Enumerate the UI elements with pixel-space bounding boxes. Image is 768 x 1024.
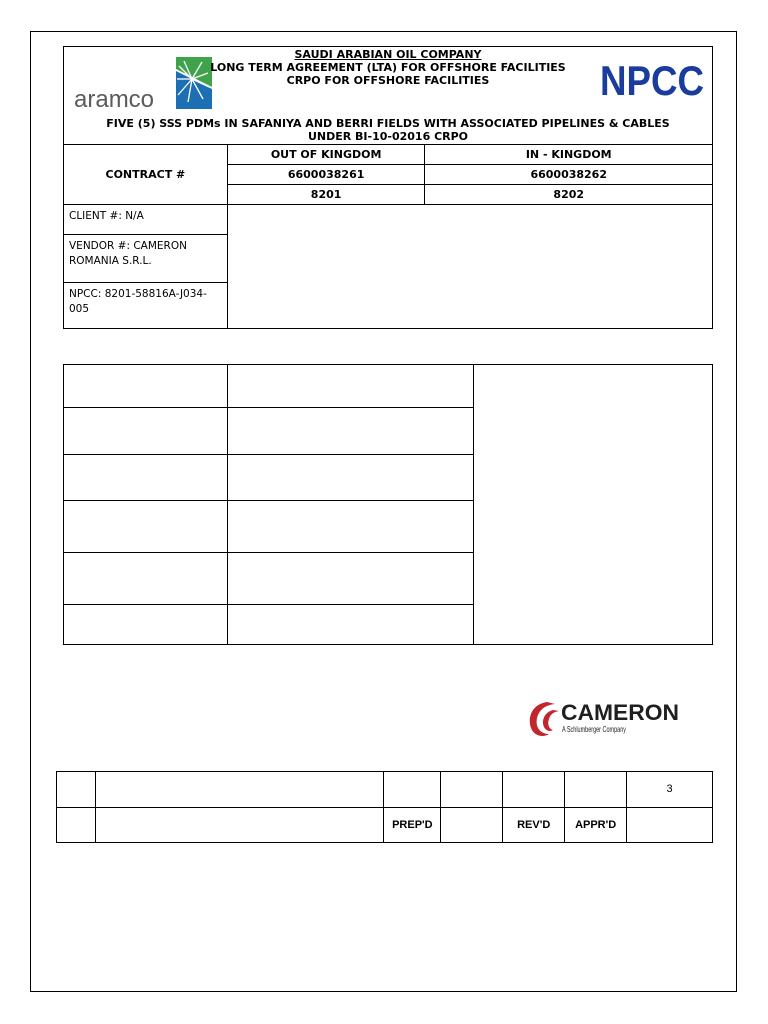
info-side-cell [474,365,713,645]
npcc-wordmark: NPCC [600,57,704,104]
agreement-title: LONG TERM AGREEMENT (LTA) FOR OFFSHORE FACILITIES [210,61,566,74]
contract-label: CONTRACT # [64,145,228,205]
title-block [64,47,713,145]
rev-cell [441,808,503,843]
approved-label: APPR'D [565,808,627,843]
rev-cell [565,772,627,808]
info-label-cell [64,605,228,645]
project-title: FIVE (5) SSS PDMs IN SAFANIYA AND BERRI FIELDS WITH ASSOCIATED PIPELINES & CABLES [106,117,670,130]
crpo-title: CRPO FOR OFFSHORE FACILITIES [286,74,490,87]
info-label-cell [64,501,228,553]
info-label-cell [64,553,228,605]
rev-description-cell [95,808,383,843]
info-value-cell [227,501,474,553]
rev-cell [441,772,503,808]
prepared-label: PREP'D [384,808,441,843]
info-value-cell [227,408,474,455]
project-subtitle: UNDER BI-10-02016 CRPO [307,130,469,143]
info-label-cell [64,455,228,501]
revision-number: 3 [627,772,713,808]
vendor-line-2: ROMANIA S.R.L. [69,255,152,267]
cameron-logo [525,696,685,738]
in-kingdom-header: IN - KINGDOM [425,145,713,165]
rev-description-cell [95,772,383,808]
client-number: CLIENT #: N/A [64,205,228,235]
reviewed-label: REV'D [503,808,565,843]
vendor-line-1: VENDOR #: CAMERON [69,240,187,252]
revision-table [56,771,713,843]
cameron-wordmark: CAMERON [561,700,679,725]
rev-cell [384,772,441,808]
rev-cell [57,772,96,808]
info-value-cell [227,553,474,605]
info-label-cell [64,365,228,408]
vendor-number [64,235,228,283]
npcc-logo [600,57,706,103]
info-value-cell [227,605,474,645]
info-value-cell [227,365,474,408]
out-of-kingdom-header: OUT OF KINGDOM [227,145,425,165]
rev-cell [503,772,565,808]
blank-info-area [227,205,712,329]
in-contract-number: 6600038262 [425,165,713,185]
cameron-tagline: A Schlumberger Company [562,725,626,734]
cameron-swirl-icon [530,702,559,736]
aramco-wordmark: aramco [74,86,155,113]
info-label-cell [64,408,228,455]
rev-cell [627,808,713,843]
out-contract-number: 6600038261 [227,165,425,185]
header-table [63,46,713,329]
document-info-table [63,364,713,645]
company-name: SAUDI ARABIAN OIL COMPANY [294,48,482,61]
npcc-number [64,283,228,329]
npcc-line-1: NPCC: 8201-58816A-J034- [69,288,207,300]
rev-cell [57,808,96,843]
info-value-cell [227,455,474,501]
in-contract-code: 8202 [425,185,713,205]
out-contract-code: 8201 [227,185,425,205]
npcc-line-2: 005 [69,303,90,315]
